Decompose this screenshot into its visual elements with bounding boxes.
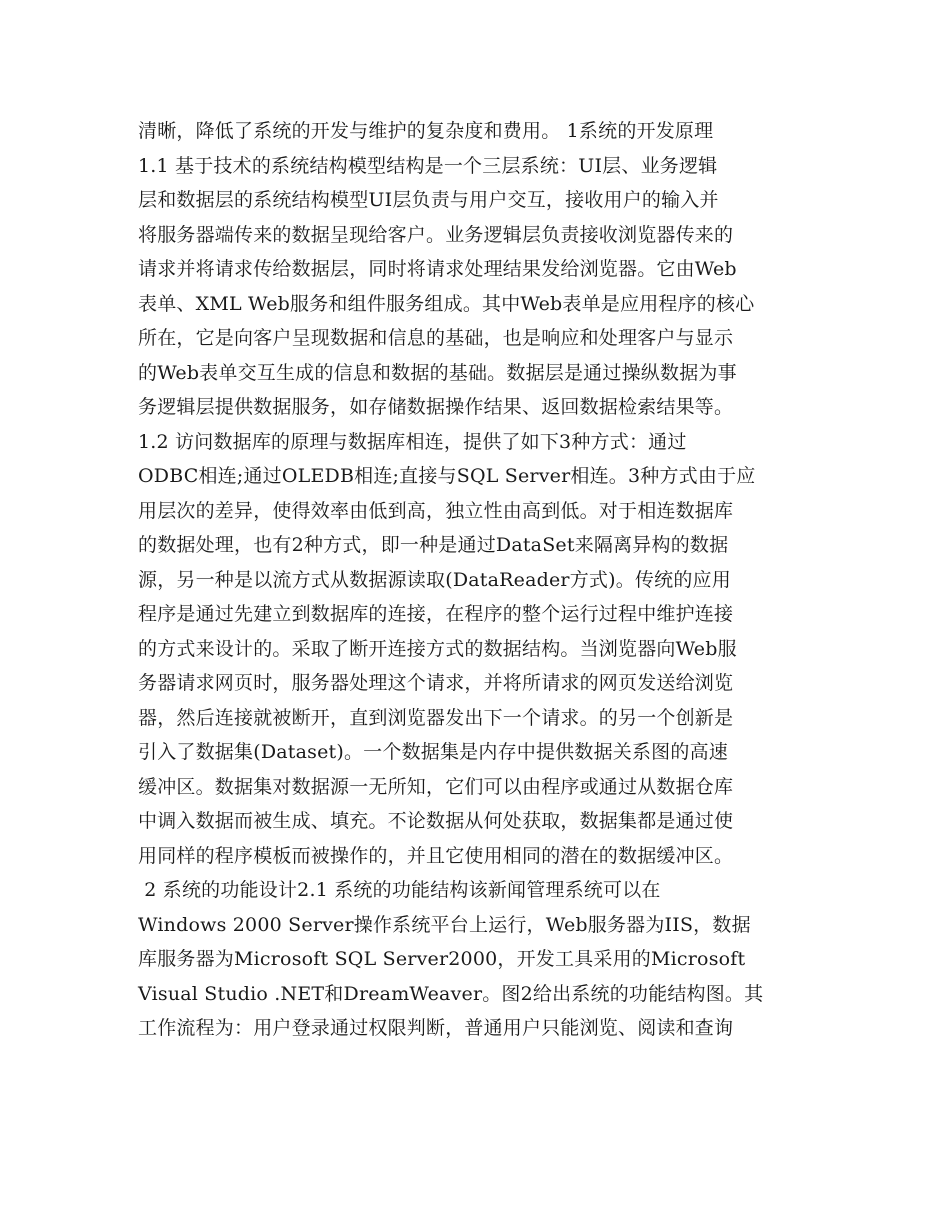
text-line: 务器请求网页时，服务器处理这个请求，并将所请求的网页发送给浏览 [138, 672, 734, 694]
text-line: 请求并将请求传给数据层，同时将请求处理结果发给浏览器。它由Web [138, 258, 737, 280]
text-line: 1.2 访问数据库的原理与数据库相连，提供了如下3种方式：通过 [138, 430, 687, 453]
text-line: ODBC相连;通过OLEDB相连;直接与SQL Server相连。3种方式由于应 [138, 465, 756, 487]
text-line: 的方式来设计的。采取了断开连接方式的数据结构。当浏览器向Web服 [138, 637, 737, 660]
body-text [138, 114, 828, 1046]
text-line: 库服务器为Microsoft SQL Server2000，开发工具采用的Microsoft [138, 948, 746, 970]
text-line: 的数据处理，也有2种方式，即一种是通过DataSet来隔离异构的数据 [138, 534, 729, 556]
text-line: Windows 2000 Server操作系统平台上运行，Web服务器为IIS，数据 [138, 913, 751, 936]
text-line: 将服务器端传来的数据呈现给客户。业务逻辑层负责接收浏览器传来的 [138, 223, 734, 246]
text-line: 引入了数据集(Dataset)。一个数据集是内存中提供数据关系图的高速 [138, 741, 728, 763]
text-line: 层和数据层的系统结构模型UI层负责与用户交互，接收用户的输入并 [138, 189, 719, 211]
text-line: 的Web表单交互生成的信息和数据的基础。数据层是通过操纵数据为事 [138, 361, 737, 384]
text-line: 清晰，降低了系统的开发与维护的复杂度和费用。 1系统的开发原理 [138, 120, 714, 142]
text-line: 务逻辑层提供数据服务，如存储数据操作结果、返回数据检索结果等。 [138, 396, 734, 418]
text-line: 用同样的程序模板而被操作的，并且它使用相同的潜在的数据缓冲区。 [138, 844, 734, 867]
text-line: 工作流程为：用户登录通过权限判断，普通用户只能浏览、阅读和查询 [138, 1017, 734, 1039]
text-line: 用层次的差异，使得效率由低到高，独立性由高到低。对于相连数据库 [138, 499, 734, 522]
text-line: Visual Studio .NET和DreamWeaver。图2给出系统的功能结构图。其 [138, 982, 764, 1005]
text-line: 2 系统的功能设计2.1 系统的功能结构该新闻管理系统可以在 [138, 879, 661, 901]
text-line: 所在，它是向客户呈现数据和信息的基础，也是响应和处理客户与显示 [138, 327, 734, 349]
text-line: 缓冲区。数据集对数据源一无所知，它们可以由程序或通过从数据仓库 [138, 775, 734, 798]
text-line: 表单、XML Web服务和组件服务组成。其中Web表单是应用程序的核心 [138, 292, 755, 315]
text-line: 源，另一种是以流方式从数据源读取(DataReader方式)。传统的应用 [138, 568, 731, 591]
text-line: 1.1 基于技术的系统结构模型结构是一个三层系统：UI层、业务逻辑 [138, 154, 718, 177]
text-line: 中调入数据而被生成、填充。不论数据从何处获取，数据集都是通过使 [138, 810, 734, 832]
text-line: 程序是通过先建立到数据库的连接，在程序的整个运行过程中维护连接 [138, 603, 734, 625]
text-line: 器，然后连接就被断开，直到浏览器发出下一个请求。的另一个创新是 [138, 706, 734, 729]
